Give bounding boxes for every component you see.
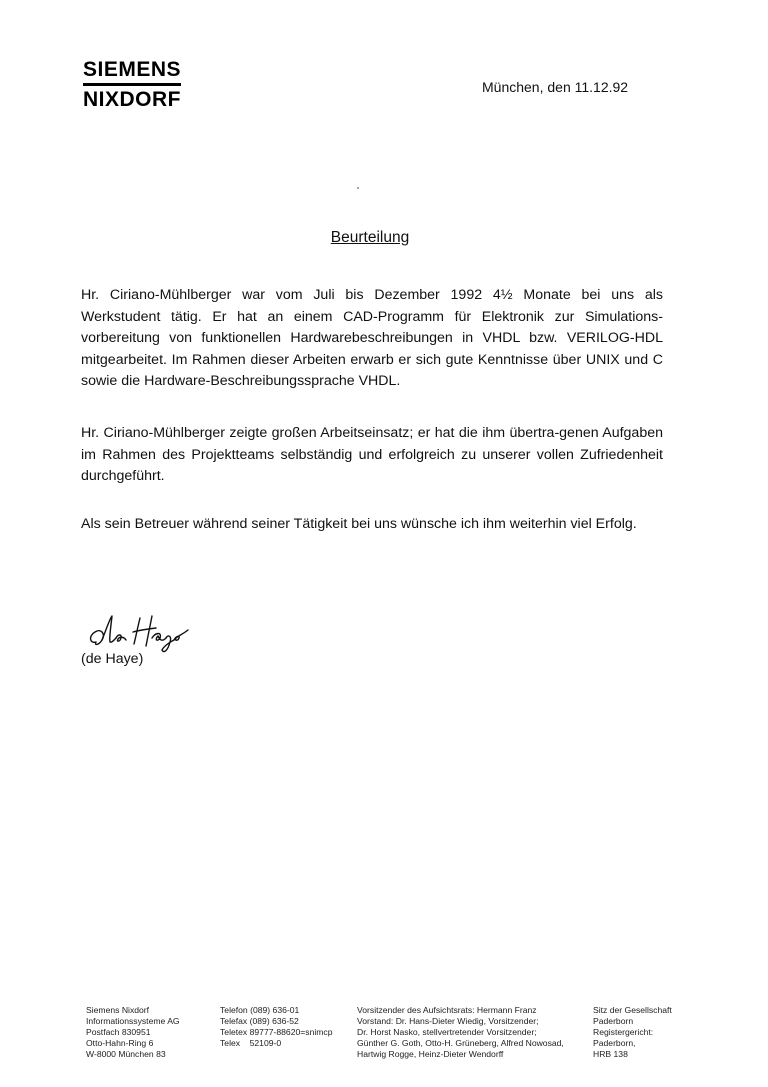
footer-line: Telefax (089) 636-52: [220, 1016, 299, 1026]
footer-line: Teletex 89777-88620=snimcp: [220, 1027, 333, 1037]
logo-line-1: SIEMENS: [83, 58, 181, 86]
footer-line: Paderborn,: [593, 1038, 636, 1048]
footer-line: Telex 52109-0: [220, 1038, 282, 1048]
letter-date: München, den 11.12.92: [482, 79, 629, 95]
footer-line: Postfach 830951: [86, 1027, 151, 1037]
footer-registry: [593, 1005, 672, 1060]
footer-line: Siemens Nixdorf: [86, 1005, 150, 1015]
paragraph-3: Als sein Betreuer während seiner Tätigkeit bei uns wünsche ich ihm weiterhin viel Erfolg.: [81, 516, 637, 532]
handwritten-signature: [86, 612, 196, 656]
footer-line: Registergericht:: [593, 1027, 654, 1037]
footer-line: Paderborn: [593, 1016, 634, 1026]
footer-line: Hartwig Rogge, Heinz-Dieter Wendorff: [357, 1049, 504, 1059]
footer-line: Otto-Hahn-Ring 6: [86, 1038, 154, 1048]
footer-contact: [220, 1005, 333, 1049]
footer-line: Vorstand: Dr. Hans-Dieter Wiedig, Vorsitzender;: [357, 1016, 539, 1026]
paragraph-2: Hr. Ciriano-Mühlberger zeigte großen Arbeitseinsatz; er hat die ihm übertra-genen Aufgaben im Rahmen des Projektteams selbständig und erfolgreich zu unserer vollen Zufriedenheit durchgeführt.: [81, 425, 663, 484]
paragraph-1: Hr. Ciriano-Mühlberger war vom Juli bis Dezember 1992 4½ Monate bei uns als Werkstudent tätig. Er hat an einem CAD-Programm für Elektronik zur Simulations-vorbereitung von funktionellen Hardwarebeschreibungen in VHDL bzw. VERILOG-HDL mitgearbeitet. Im Rahmen dieser Arbeiten erwarb er sich gute Kenntnisse über UNIX und C sowie die Hardware-Beschreibungssprache VHDL.: [81, 287, 663, 389]
scan-speck: [357, 187, 359, 189]
footer-line: HRB 138: [593, 1049, 628, 1059]
footer-address: [86, 1005, 180, 1060]
footer-board: [357, 1005, 564, 1060]
footer-line: Telefon (089) 636-01: [220, 1005, 300, 1015]
document-title: Beurteilung: [330, 229, 410, 246]
company-logo: [83, 58, 181, 112]
footer-line: Dr. Horst Nasko, stellvertretender Vorsitzender;: [357, 1027, 537, 1037]
footer-line: Sitz der Gesellschaft: [593, 1005, 672, 1015]
footer-line: Informationssysteme AG: [86, 1016, 180, 1026]
logo-line-2: NIXDORF: [83, 88, 181, 111]
footer-line: Günther G. Goth, Otto-H. Grüneberg, Alfred Nowosad,: [357, 1038, 564, 1048]
footer-line: W-8000 München 83: [86, 1049, 166, 1059]
footer-line: Vorsitzender des Aufsichtsrats: Hermann Franz: [357, 1005, 537, 1015]
signatory-name: (de Haye): [81, 651, 144, 667]
